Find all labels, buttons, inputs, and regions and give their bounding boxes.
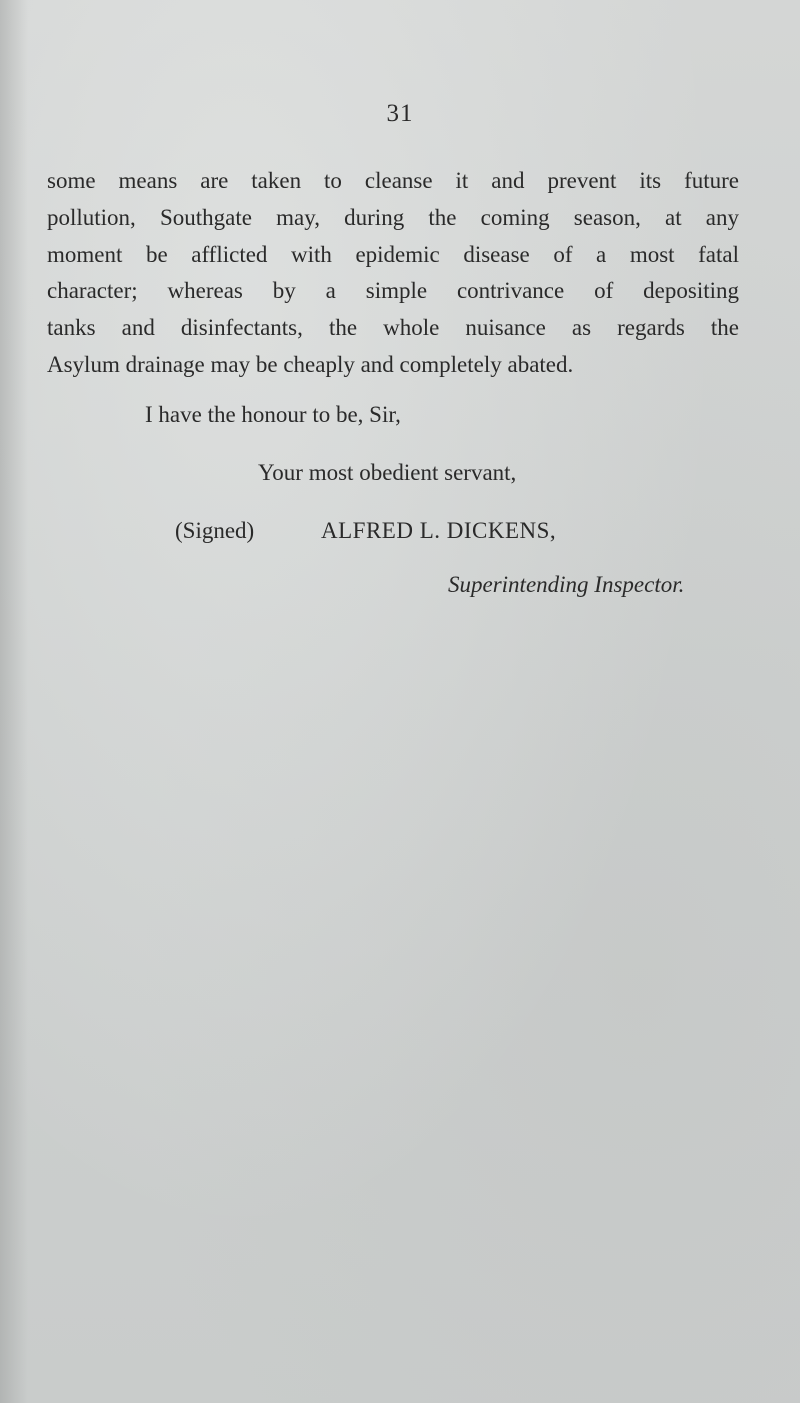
page-edge-shadow	[0, 0, 28, 1403]
paragraph-line: tanks and disinfectants, the whole nuisance as regards the	[47, 315, 739, 341]
paragraph-line: pollution, Southgate may, during the coming season, at any	[47, 204, 739, 230]
signer-title: Superintending Inspector.	[448, 572, 685, 597]
paragraph-line: Asylum drainage may be cheaply and completely abated.	[47, 351, 574, 377]
signer-name: ALFRED L. DICKENS,	[321, 518, 557, 543]
paragraph-line: moment be afflicted with epidemic disease of a most fatal	[47, 241, 739, 267]
paragraph-line: some means are taken to cleanse it and prevent its future	[47, 168, 739, 193]
signed-label: (Signed)	[175, 518, 255, 543]
paragraph-line: character; whereas by a simple contrivance of depositing	[47, 278, 739, 304]
closing-salutation: I have the honour to be, Sir,	[145, 402, 401, 427]
closing-servant: Your most obedient servant,	[258, 460, 517, 485]
body-paragraph	[47, 163, 739, 384]
page-number: 31	[386, 100, 414, 127]
